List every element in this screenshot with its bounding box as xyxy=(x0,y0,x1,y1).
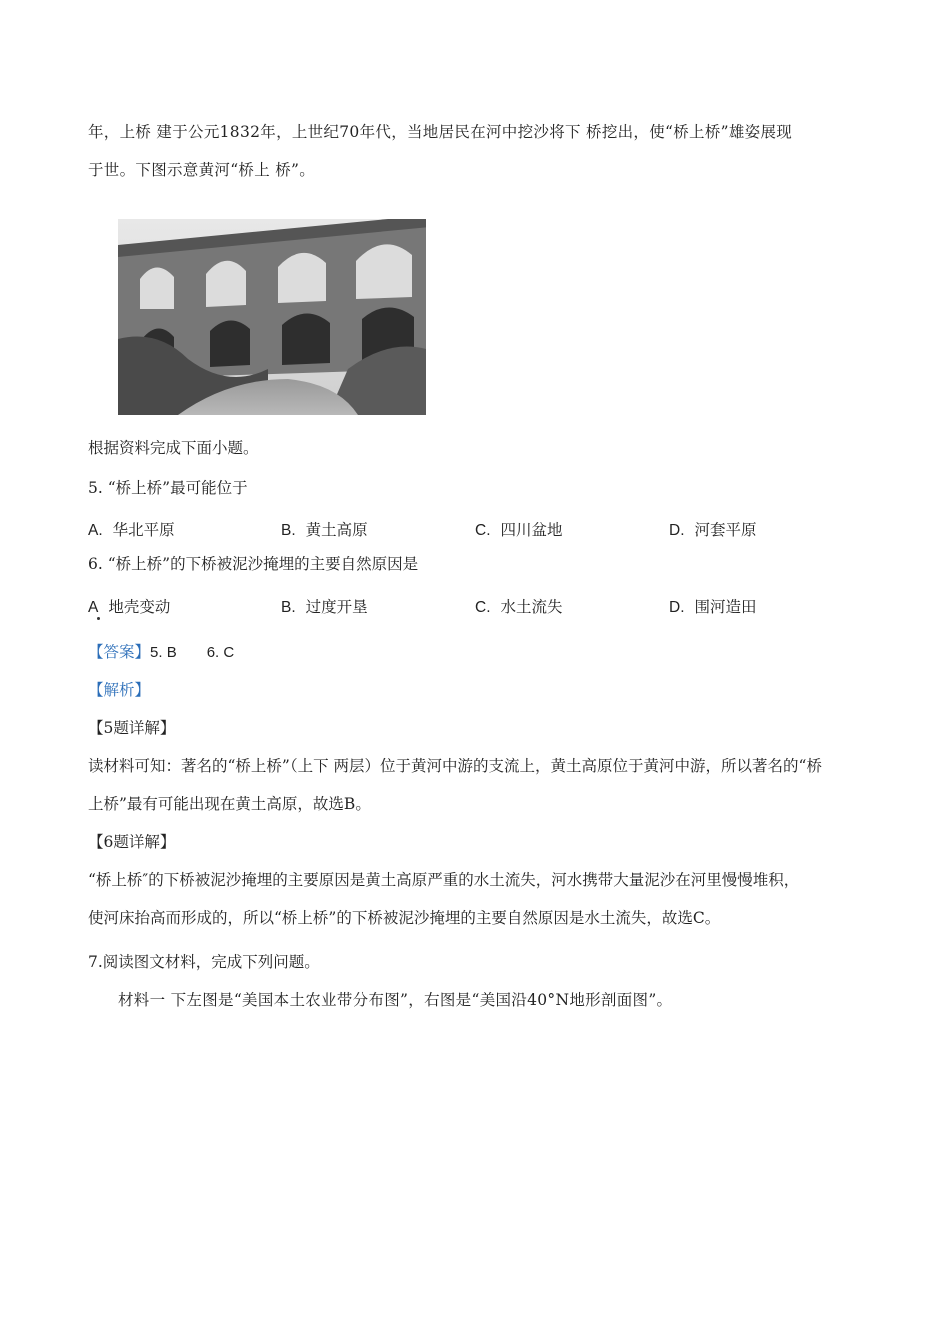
detail-6-line-2: 使河床抬高而形成的，所以“桥上桥”的下桥被泥沙掩埋的主要自然原因是水土流失，故选C。 xyxy=(88,909,721,927)
q6-option-a[interactable] xyxy=(88,595,170,617)
detail-6-line-1: “桥上桥″的下桥被泥沙掩埋的主要原因是黄土高原严重的水土流失，河水携带大量泥沙在河里慢慢堆积， xyxy=(88,871,800,889)
detail-5-line-1: 读材料可知：著名的“桥上桥”（上下 两层）位于黄河中游的支流上，黄土高原位于黄河中游，所以著名的“桥 xyxy=(88,757,822,775)
option-text: 河套平原 xyxy=(694,521,757,539)
detail-5-line-2: 上桥”最有可能出现在黄土高原，故选B。 xyxy=(88,795,371,813)
option-key: A xyxy=(88,599,99,616)
answer-q5: 5. B xyxy=(150,644,177,661)
instruction: 根据资料完成下面小题。 xyxy=(88,439,259,457)
option-text: 黄土高原 xyxy=(305,521,368,539)
q5-option-b[interactable] xyxy=(281,518,368,540)
answer-tag: 【答案】 xyxy=(88,644,151,661)
intro-line-1: 年，上桥 建于公元1832年，上世纪70年代，当地居民在河中挖沙将下 桥挖出，使“桥上桥”雄姿展现 xyxy=(88,123,793,141)
option-key: C. xyxy=(475,599,491,616)
q6-option-d[interactable] xyxy=(669,595,757,617)
answer-line xyxy=(88,645,234,661)
q5-option-d[interactable] xyxy=(669,518,757,540)
option-text: 地壳变动 xyxy=(108,598,171,616)
question-7-stem: 7.阅读图文材料，完成下列问题。 xyxy=(88,953,320,971)
q6-option-c[interactable] xyxy=(475,595,563,617)
question-7-material-1: 材料一 下左图是“美国本土农业带分布图”，右图是“美国沿40°N地形剖面图”。 xyxy=(118,991,673,1009)
q6-option-b[interactable] xyxy=(281,595,368,617)
detail-6-tag: 【6题详解】 xyxy=(88,833,176,851)
analysis-tag: 【解析】 xyxy=(88,682,151,699)
q5-option-a[interactable] xyxy=(88,518,175,540)
option-key: B. xyxy=(281,599,296,616)
question-6-stem: 6. “桥上桥”的下桥被泥沙掩埋的主要自然原因是 xyxy=(88,555,419,573)
detail-5-tag: 【5题详解】 xyxy=(88,719,176,737)
q5-option-c[interactable] xyxy=(475,518,563,540)
option-key: C. xyxy=(475,522,491,539)
question-5-stem: 5. “桥上桥”最可能位于 xyxy=(88,479,248,497)
option-text: 围河造田 xyxy=(694,598,757,616)
answer-q6: 6. C xyxy=(206,644,235,661)
option-text: 水土流失 xyxy=(500,598,563,616)
option-key: A. xyxy=(88,522,103,539)
option-text: 过度开垦 xyxy=(305,598,368,616)
stray-dot xyxy=(97,617,100,620)
option-key: D. xyxy=(669,599,685,616)
option-key: D. xyxy=(669,522,685,539)
option-key: B. xyxy=(281,522,296,539)
bridge-photo xyxy=(118,219,426,415)
option-text: 华北平原 xyxy=(112,521,175,539)
intro-line-2: 于世。下图示意黄河“桥上 桥”。 xyxy=(88,161,316,179)
option-text: 四川盆地 xyxy=(500,521,563,539)
